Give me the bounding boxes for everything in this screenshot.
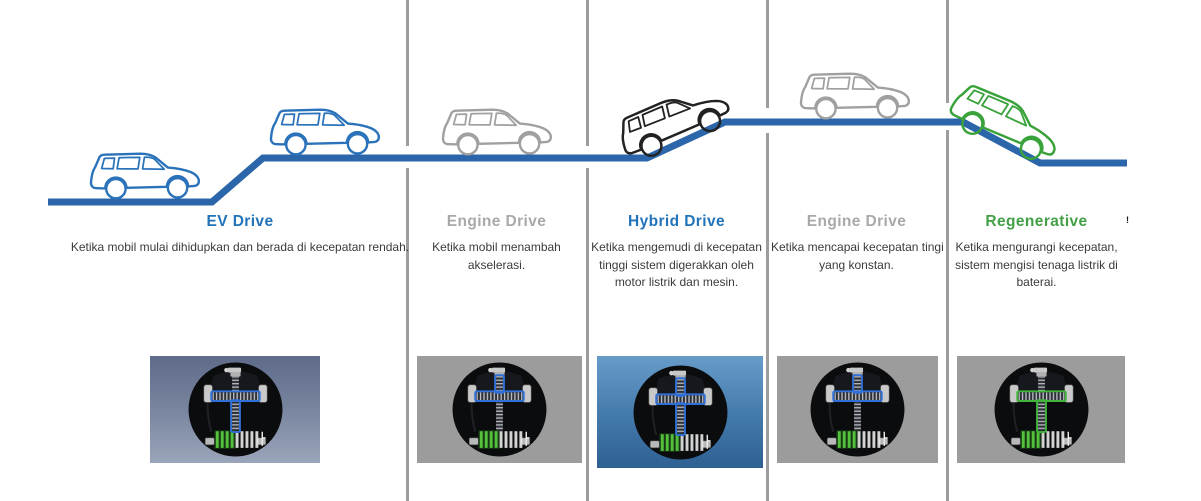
section-description-line: motor listrik dan mesin.	[614, 275, 739, 289]
section-description-line: sistem mengisi tenaga listrik di	[955, 257, 1118, 272]
gauge-photo-engine-drive-2	[777, 356, 938, 463]
section-engine-drive-2	[771, 213, 942, 274]
section-description-line: Ketika mengemudi di kecepatan	[591, 240, 762, 254]
gauge-photo-engine-drive-1	[417, 356, 582, 463]
section-description-line: Ketika mengurangi kecepatan,	[955, 240, 1118, 254]
section-description-line: Ketika mencapai kecepatan tingi	[771, 240, 944, 254]
car-ev-low-icon	[91, 154, 199, 199]
car-ev-mid-icon	[271, 110, 379, 155]
section-title: Engine Drive	[446, 213, 547, 230]
section-title: Engine Drive	[806, 213, 907, 230]
car-engine-drive-icon	[443, 110, 551, 155]
section-title: Regenerative	[985, 213, 1088, 230]
gauge-photo-ev-drive	[150, 356, 320, 463]
section-description-line: tinggi sistem digerakkan oleh	[599, 257, 754, 272]
section-description-line: Ketika mobil menambah	[432, 240, 561, 254]
section-description-line: baterai.	[1016, 275, 1057, 289]
section-description-line: yang konstan.	[819, 257, 894, 272]
powertrain-gauge-icon	[991, 359, 1092, 460]
gauge-photo-hybrid-drive	[597, 356, 763, 468]
section-ev-drive	[40, 213, 440, 257]
section-description-line: Ketika mobil mulai dihidupkan dan berada di kecepatan rendah.	[70, 240, 410, 254]
powertrain-gauge-icon	[449, 359, 550, 460]
section-hybrid-drive	[591, 213, 762, 292]
road-profile-line	[48, 122, 1127, 202]
section-title: Hybrid Drive	[628, 213, 725, 230]
section-description-line: akselerasi.	[467, 257, 526, 272]
powertrain-gauge-icon	[630, 362, 731, 463]
section-regenerative	[951, 213, 1122, 292]
section-engine-drive-1	[411, 213, 582, 274]
powertrain-gauge-icon	[185, 359, 286, 460]
car-engine-drive-2-icon	[801, 74, 909, 119]
powertrain-gauge-icon	[807, 359, 908, 460]
text-artifact: !	[1126, 215, 1129, 225]
car-regenerative-downhill-icon	[945, 80, 1065, 167]
gauge-photo-regenerative	[957, 356, 1125, 463]
section-title: EV Drive	[206, 213, 274, 230]
